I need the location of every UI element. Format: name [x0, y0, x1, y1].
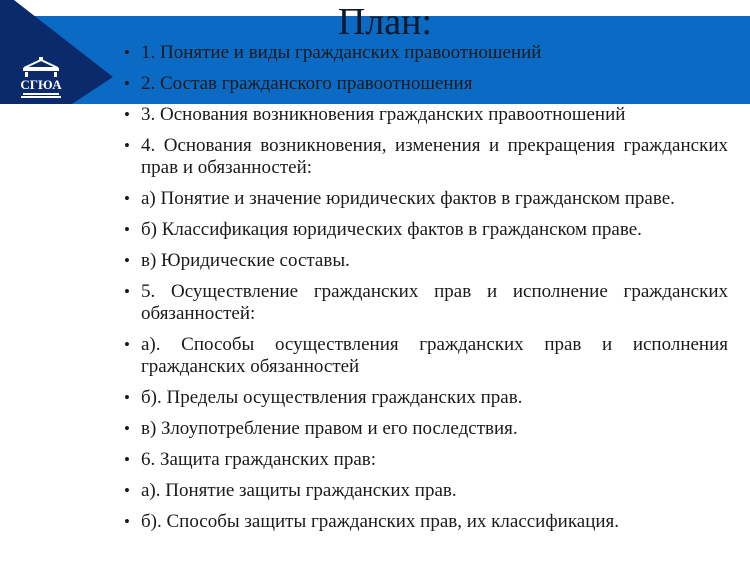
list-item-text: б). Способы защиты гражданских прав, их классификация.	[141, 511, 620, 532]
bullet-icon: •	[124, 388, 130, 407]
bullet-icon: •	[124, 419, 130, 438]
list-item-text: 1. Понятие и виды гражданских правоотношений	[141, 42, 542, 63]
list-item	[124, 135, 728, 179]
list-item	[124, 334, 728, 378]
list-item	[124, 188, 728, 210]
list-item-text: а). Способы осуществления гражданских прав и исполнения гражданских обязанностей	[141, 334, 728, 377]
list-item-text: 6. Защита гражданских прав:	[141, 449, 377, 470]
list-item	[124, 418, 728, 440]
list-item-text: в) Юридические составы.	[141, 250, 350, 271]
list-item	[124, 281, 728, 325]
bullet-icon: •	[124, 136, 130, 155]
bullet-icon: •	[124, 220, 130, 239]
slide-title: План:	[337, 1, 433, 43]
list-item	[124, 511, 728, 533]
list-item	[124, 387, 728, 409]
bullet-icon: •	[124, 512, 130, 531]
plan-list	[124, 42, 728, 542]
bullet-icon: •	[124, 450, 130, 469]
list-item	[124, 250, 728, 272]
bullet-icon: •	[124, 481, 130, 500]
list-item-text: а). Понятие защиты гражданских прав.	[141, 480, 457, 501]
list-item-text: 4. Основания возникновения, изменения и прекращения гражданских прав и обязанностей:	[141, 135, 728, 178]
bullet-icon: •	[124, 251, 130, 270]
bullet-icon: •	[124, 189, 130, 208]
bullet-icon: •	[124, 74, 130, 93]
list-item	[124, 480, 728, 502]
list-item-text: б). Пределы осуществления гражданских прав.	[141, 387, 523, 408]
bullet-icon: •	[124, 282, 130, 301]
building-columns-icon	[18, 56, 70, 100]
list-item-text: 5. Осуществление гражданских прав и исполнение гражданских обязанностей:	[141, 281, 728, 324]
list-item	[124, 42, 728, 64]
bullet-icon: •	[124, 105, 130, 124]
list-item	[124, 219, 728, 241]
list-item-text: 2. Состав гражданского правоотношения	[141, 73, 473, 94]
list-item	[124, 104, 728, 126]
list-item-text: 3. Основания возникновения гражданских правоотношений	[141, 104, 626, 125]
svg-text:СГЮА: СГЮА	[20, 77, 62, 92]
bullet-icon: •	[124, 43, 130, 62]
bullet-icon: •	[124, 335, 130, 354]
list-item	[124, 73, 728, 95]
list-item-text: а) Понятие и значение юридических фактов в гражданском праве.	[141, 188, 675, 209]
list-item-text: в) Злоупотребление правом и его последствия.	[141, 418, 518, 439]
list-item-text: б) Классификация юридических фактов в гражданском праве.	[141, 219, 642, 240]
list-item	[124, 449, 728, 471]
